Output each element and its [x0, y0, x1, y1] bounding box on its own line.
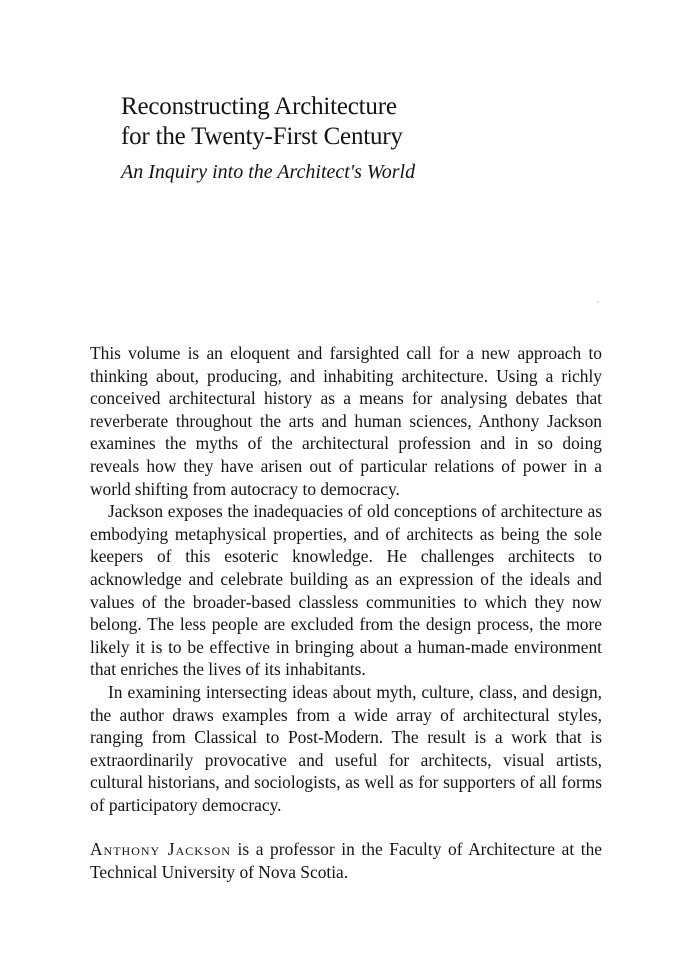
author-note	[90, 838, 602, 883]
title-block	[121, 92, 641, 186]
description-paragraph-1: This volume is an eloquent and farsighted call for a new approach to thinking about, producing, and inhabiting architecture. Using a richly conceived architectural history as a means for analysing debates that reverberate throughout the arts and human sciences, Anthony Jackson examines the myths of the architectural profession and in so doing reveals how they have arisen out of particular relations of power in a world shifting from autocracy to democracy.	[90, 343, 602, 499]
book-subtitle: An Inquiry into the Architect's World	[121, 161, 416, 183]
description-paragraph-3: In examining intersecting ideas about myth, culture, class, and design, the author draws examples from a wide array of architectural styles, ranging from Classical to Post-Modern. The result is a work that is extraordinarily provocative and useful for architects, visual artists, cultural historians, and sociologists, as well as for supporters of all forms of participatory democracy.	[90, 681, 602, 815]
book-title-line-1: Reconstructing Architecture	[121, 93, 397, 120]
book-title-line-2: for the Twenty-First Century	[121, 123, 403, 150]
author-name: Anthony Jackson	[90, 839, 231, 860]
description-text	[90, 342, 602, 884]
description-paragraph-2: Jackson exposes the inadequacies of old conceptions of architecture as embodying metaphysical properties, and of architects as being the sole keepers of this esoteric knowledge. He challenges architects to acknowledge and celebrate building as an expression of the ideals and values of the broader-based classless communities to which they now belong. The less people are excluded from the design process, the more likely it is to be effective in bringing about a human-made environment that enriches the lives of its inhabitants.	[90, 501, 602, 680]
scan-speck	[597, 301, 599, 303]
author-bio: is a professor in the Faculty of Architecture at the Technical University of Nova Scotia.	[90, 839, 602, 883]
